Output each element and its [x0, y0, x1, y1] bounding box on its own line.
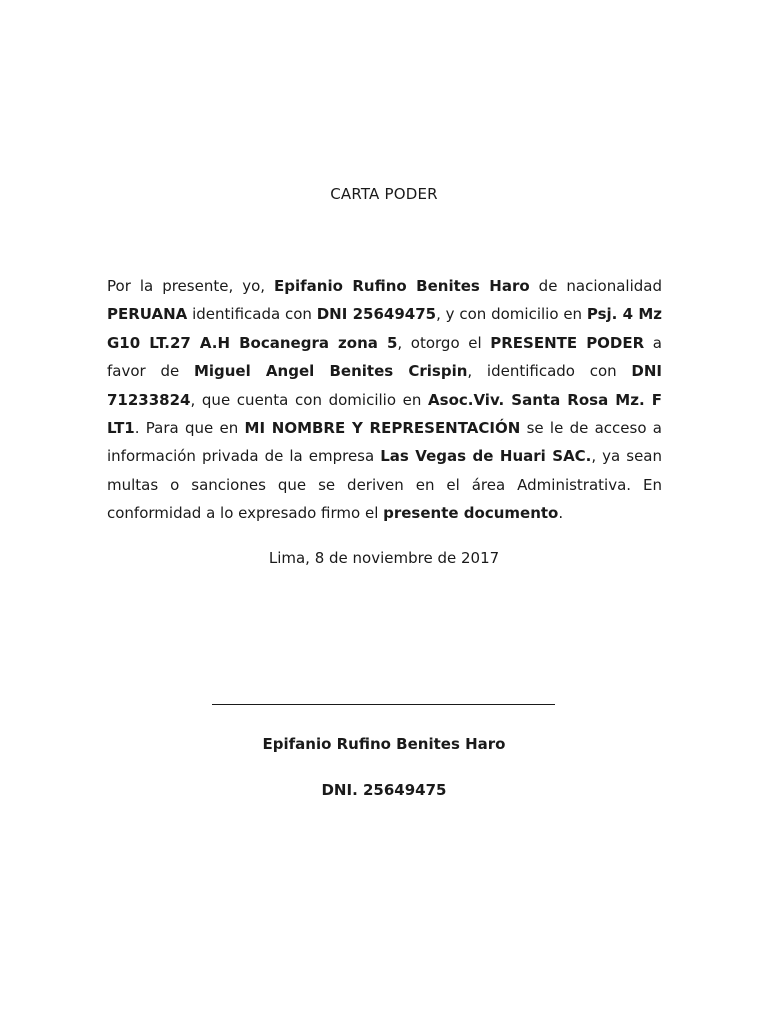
grantee-name: Miguel Angel Benites Crispin [193, 362, 468, 381]
body-text-segment: Por la presente, yo, [107, 277, 275, 295]
body-text-segment: , que cuenta con domicilio en [190, 390, 429, 409]
nationality: PERUANA [107, 305, 188, 324]
body-text-segment: identificada con [187, 305, 317, 324]
body-text-segment: , identificado con [467, 362, 632, 381]
body-text-segment: , y con domicilio en [436, 305, 587, 324]
document-date: Lima, 8 de noviembre de 2017 [268, 549, 500, 567]
body-text-segment: de nacionalidad [529, 277, 662, 295]
body-text-segment: . [558, 504, 564, 523]
representation-phrase: MI NOMBRE Y REPRESENTACIÓN [244, 419, 521, 438]
signatory-dni: DNI. 25649475 [321, 781, 447, 799]
document-phrase: presente documento [383, 504, 559, 523]
document-title: CARTA PODER [330, 185, 438, 203]
signature-line [212, 704, 555, 705]
grantee-address: Asoc.Viv. Santa Rosa Mz. F LT1 [107, 390, 662, 438]
document-body [107, 272, 662, 528]
signatory-name: Epifanio Rufino Benites Haro [262, 735, 506, 753]
body-text-segment: a favor de [107, 333, 662, 381]
power-phrase: PRESENTE PODER [490, 333, 645, 352]
grantor-name: Epifanio Rufino Benites Haro [274, 277, 530, 295]
grantor-dni: DNI 25649475 [316, 305, 437, 324]
company-name: Las Vegas de Huari SAC. [380, 447, 592, 466]
body-text-segment: se le de acceso a información privada de la empresa [107, 419, 662, 466]
body-text-segment: , otorgo el [397, 333, 491, 352]
grantee-dni: DNI 71233824 [107, 362, 662, 409]
body-text-segment: , ya sean multas o sanciones que se deriven en el área Administrativa. En conformidad a lo expresado firmo el [107, 447, 663, 523]
body-text-segment: . Para que en [134, 419, 245, 438]
grantor-address: Psj. 4 Mz G10 LT.27 A.H Bocanegra zona 5 [107, 305, 662, 352]
